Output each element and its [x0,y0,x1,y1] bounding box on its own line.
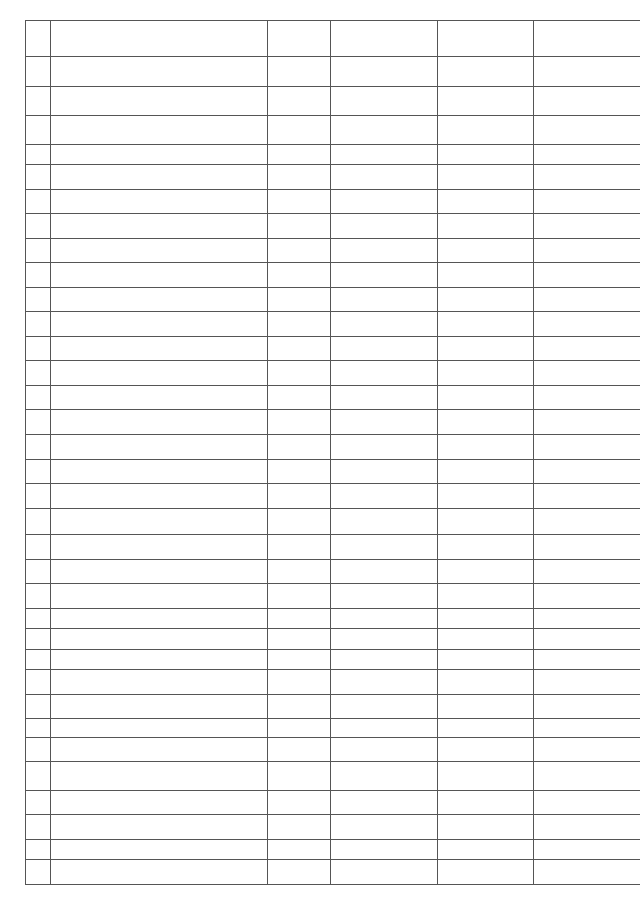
cell-contract [268,238,331,263]
cell-address-a [438,361,534,386]
registry-row [26,434,640,459]
registry-row [26,116,640,145]
cell-location [331,839,438,859]
cell-organization [51,434,268,459]
cell-location [331,508,438,535]
cell-address-a [438,535,534,560]
cell-address-a [438,336,534,361]
cell-address-a [438,238,534,263]
cell-organization [51,860,268,885]
cell-contract [268,860,331,885]
cell-no [26,434,51,459]
cell-location [331,434,438,459]
cell-address-a [438,762,534,791]
cell-organization [51,410,268,435]
cell-location [331,860,438,885]
cell-no [26,165,51,190]
cell-no [26,21,51,57]
cell-address-b [534,434,640,459]
registry-row [26,361,640,386]
cell-address-a [438,649,534,669]
cell-address-b [534,535,640,560]
cell-address-a [438,670,534,695]
cell-address-b [534,410,640,435]
cell-location [331,459,438,484]
cell-contract [268,815,331,840]
cell-address-a [438,737,534,762]
cell-location [331,629,438,649]
cell-location [331,312,438,337]
cell-contract [268,21,331,57]
cell-organization [51,263,268,288]
cell-contract [268,584,331,609]
cell-organization [51,21,268,57]
cell-address-a [438,459,534,484]
cell-organization [51,508,268,535]
cell-contract [268,385,331,410]
cell-address-a [438,839,534,859]
cell-location [331,484,438,509]
registry-table [25,20,640,885]
registry-row [26,629,640,649]
cell-address-b [534,584,640,609]
cell-contract [268,670,331,695]
cell-organization [51,484,268,509]
registry-row [26,410,640,435]
cell-no [26,361,51,386]
cell-no [26,189,51,214]
cell-no [26,815,51,840]
registry-row [26,56,640,87]
cell-organization [51,459,268,484]
registry-row [26,287,640,312]
cell-location [331,790,438,815]
cell-address-a [438,790,534,815]
cell-location [331,336,438,361]
cell-contract [268,790,331,815]
registry-row [26,508,640,535]
cell-no [26,535,51,560]
registry-row [26,312,640,337]
registry-row [26,584,640,609]
cell-address-a [438,144,534,164]
cell-no [26,238,51,263]
registry-row [26,670,640,695]
cell-no [26,629,51,649]
cell-address-a [438,385,534,410]
cell-contract [268,839,331,859]
cell-address-b [534,312,640,337]
cell-organization [51,790,268,815]
registry-row [26,719,640,737]
cell-address-b [534,484,640,509]
cell-location [331,719,438,737]
registry-row [26,263,640,288]
cell-no [26,214,51,239]
cell-no [26,508,51,535]
cell-address-a [438,263,534,288]
cell-organization [51,336,268,361]
cell-contract [268,608,331,628]
cell-contract [268,762,331,791]
registry-row [26,790,640,815]
cell-contract [268,56,331,87]
cell-organization [51,762,268,791]
cell-no [26,287,51,312]
cell-contract [268,361,331,386]
cell-organization [51,535,268,560]
cell-address-a [438,410,534,435]
cell-address-a [438,694,534,719]
cell-no [26,336,51,361]
cell-address-b [534,839,640,859]
cell-organization [51,165,268,190]
cell-no [26,459,51,484]
cell-organization [51,559,268,584]
cell-address-a [438,719,534,737]
registry-row [26,535,640,560]
cell-no [26,649,51,669]
cell-location [331,385,438,410]
cell-location [331,165,438,190]
cell-address-b [534,860,640,885]
cell-no [26,737,51,762]
registry-row [26,649,640,669]
cell-address-a [438,434,534,459]
cell-address-b [534,649,640,669]
registry-row [26,608,640,628]
cell-address-b [534,737,640,762]
cell-address-b [534,21,640,57]
cell-contract [268,737,331,762]
cell-organization [51,312,268,337]
cell-address-a [438,629,534,649]
cell-address-b [534,144,640,164]
cell-organization [51,56,268,87]
cell-contract [268,214,331,239]
cell-contract [268,535,331,560]
cell-address-a [438,860,534,885]
cell-location [331,559,438,584]
cell-address-a [438,608,534,628]
cell-no [26,860,51,885]
cell-location [331,762,438,791]
cell-contract [268,694,331,719]
cell-location [331,116,438,145]
cell-organization [51,189,268,214]
cell-address-b [534,165,640,190]
cell-organization [51,287,268,312]
cell-address-a [438,584,534,609]
cell-address-b [534,56,640,87]
registry-row [26,165,640,190]
cell-location [331,410,438,435]
cell-location [331,535,438,560]
cell-no [26,56,51,87]
registry-row [26,559,640,584]
registry-row [26,238,640,263]
cell-contract [268,559,331,584]
registry-row [26,860,640,885]
cell-address-a [438,189,534,214]
cell-no [26,116,51,145]
cell-location [331,56,438,87]
cell-location [331,670,438,695]
cell-no [26,670,51,695]
cell-address-b [534,559,640,584]
cell-organization [51,87,268,116]
cell-organization [51,144,268,164]
cell-location [331,649,438,669]
cell-no [26,694,51,719]
cell-contract [268,336,331,361]
cell-location [331,694,438,719]
cell-location [331,815,438,840]
cell-address-a [438,87,534,116]
cell-address-a [438,815,534,840]
cell-no [26,385,51,410]
cell-organization [51,815,268,840]
cell-no [26,484,51,509]
cell-no [26,584,51,609]
cell-contract [268,144,331,164]
cell-location [331,87,438,116]
cell-organization [51,737,268,762]
cell-address-a [438,21,534,57]
cell-address-b [534,608,640,628]
cell-address-a [438,484,534,509]
registry-row [26,839,640,859]
registry-row [26,385,640,410]
cell-location [331,608,438,628]
cell-organization [51,214,268,239]
cell-no [26,559,51,584]
cell-contract [268,410,331,435]
cell-organization [51,385,268,410]
cell-contract [268,263,331,288]
cell-address-b [534,287,640,312]
cell-address-a [438,287,534,312]
cell-contract [268,287,331,312]
cell-address-b [534,116,640,145]
registry-row [26,189,640,214]
cell-contract [268,189,331,214]
cell-address-a [438,214,534,239]
cell-location [331,21,438,57]
cell-contract [268,484,331,509]
registry-row [26,336,640,361]
cell-no [26,87,51,116]
cell-no [26,312,51,337]
registry-row [26,144,640,164]
cell-no [26,762,51,791]
cell-address-a [438,559,534,584]
cell-address-b [534,762,640,791]
cell-address-b [534,189,640,214]
cell-organization [51,839,268,859]
cell-contract [268,508,331,535]
cell-address-a [438,116,534,145]
cell-address-b [534,87,640,116]
cell-location [331,361,438,386]
cell-contract [268,116,331,145]
cell-address-b [534,670,640,695]
cell-no [26,410,51,435]
cell-address-a [438,165,534,190]
cell-contract [268,312,331,337]
cell-address-b [534,459,640,484]
cell-location [331,189,438,214]
cell-address-b [534,790,640,815]
cell-address-a [438,508,534,535]
cell-address-b [534,815,640,840]
cell-organization [51,361,268,386]
cell-contract [268,629,331,649]
cell-contract [268,87,331,116]
cell-address-b [534,238,640,263]
cell-location [331,287,438,312]
cell-no [26,608,51,628]
cell-organization [51,584,268,609]
cell-organization [51,670,268,695]
cell-location [331,144,438,164]
cell-no [26,719,51,737]
cell-no [26,144,51,164]
cell-organization [51,694,268,719]
cell-address-b [534,361,640,386]
cell-contract [268,719,331,737]
cell-contract [268,165,331,190]
registry-body [26,21,640,885]
registry-row [26,762,640,791]
cell-location [331,238,438,263]
registry-row [26,214,640,239]
cell-location [331,263,438,288]
cell-location [331,737,438,762]
cell-address-b [534,694,640,719]
cell-address-b [534,214,640,239]
cell-address-b [534,385,640,410]
registry-row [26,815,640,840]
registry-row [26,484,640,509]
cell-address-b [534,508,640,535]
cell-address-b [534,263,640,288]
cell-no [26,790,51,815]
registry-row [26,694,640,719]
cell-address-b [534,629,640,649]
registry-row [26,21,640,57]
cell-location [331,584,438,609]
cell-location [331,214,438,239]
cell-organization [51,629,268,649]
cell-organization [51,608,268,628]
cell-no [26,839,51,859]
cell-contract [268,649,331,669]
cell-address-a [438,56,534,87]
cell-organization [51,238,268,263]
cell-no [26,263,51,288]
registry-row [26,459,640,484]
cell-organization [51,649,268,669]
cell-contract [268,434,331,459]
cell-address-b [534,336,640,361]
registry-row [26,737,640,762]
cell-organization [51,116,268,145]
cell-contract [268,459,331,484]
cell-organization [51,719,268,737]
cell-address-b [534,719,640,737]
cell-address-a [438,312,534,337]
registry-row [26,87,640,116]
